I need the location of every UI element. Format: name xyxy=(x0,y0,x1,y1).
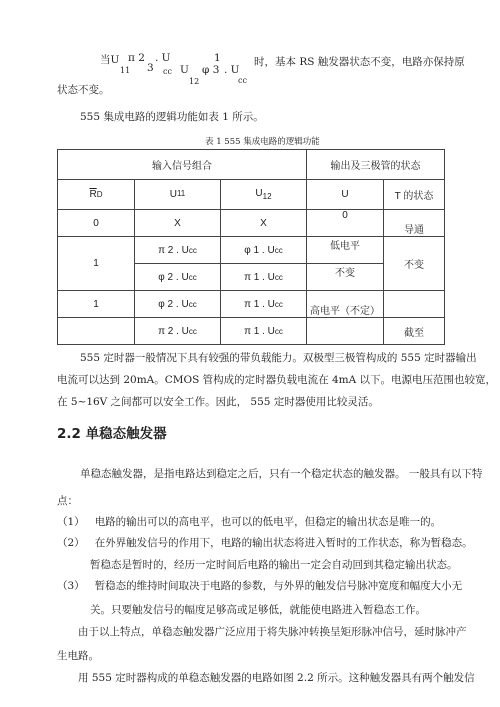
list-text-1: 电路的输出可以的高电平，也可以的低电平，但稳定的输出状态是唯一的。 xyxy=(94,516,442,528)
para4-line1: 由于以上特点，单稳态触发器广泛应用于将失脉冲转换呈矩形脉冲信号，延时脉冲产 xyxy=(78,626,467,638)
r4-u11-text: φ 2 . U xyxy=(158,298,189,310)
r1-u: 0 xyxy=(307,210,384,237)
para1: 555 集成电路的逻辑功能如表 1 所示。 xyxy=(80,111,264,123)
r5-u11-text: π 2 . U xyxy=(158,325,189,337)
formula-ucc: . U xyxy=(155,52,171,64)
r2-t: 不变 xyxy=(384,237,445,291)
r5-rd xyxy=(58,318,135,345)
r4-u11 xyxy=(135,291,221,318)
list-num-2: （2） xyxy=(57,537,85,549)
list-item-3 xyxy=(57,578,462,593)
r4-u: 高电平（不定） xyxy=(307,291,384,318)
col-u11 xyxy=(135,180,221,210)
para0-text: 时，基本 RS 触发器状态不变，电路亦保持原 xyxy=(254,56,465,68)
r3-u11-sub: cc xyxy=(188,272,197,282)
r3-u12-sub: cc xyxy=(274,272,283,282)
logic-table xyxy=(57,149,445,345)
r3-u12-text: π 1 . U xyxy=(244,271,275,283)
r4-u11-sub: cc xyxy=(188,299,197,309)
list-item-3-cont xyxy=(90,602,426,617)
r5-t: 截至 xyxy=(384,318,445,345)
r5-u11 xyxy=(135,318,221,345)
r1-t: 导通 xyxy=(384,210,445,237)
list-item-1 xyxy=(57,514,441,529)
col-rd-sub: D xyxy=(96,190,103,199)
para2-line1: 555 定时器一般情况下具有较强的带负载能力。双极型三极管构成的 555 定时器输出 xyxy=(80,352,477,364)
r2-u11-text: π 2 . U xyxy=(158,244,189,256)
col-rd xyxy=(58,180,135,210)
col-u12-label: U xyxy=(255,188,263,199)
r2-u11 xyxy=(135,237,221,264)
table-caption: 表 1 555 集成电路的逻辑功能 xyxy=(205,137,320,147)
formula-sub-11: 11 xyxy=(120,66,131,75)
col-u12 xyxy=(221,180,307,210)
para4-line3: 用 555 定时器构成的单稳态触发器的电路如图 2.2 所示。这种触发器具有两个触发信 xyxy=(78,672,475,684)
formula-sub-cc2: cc xyxy=(238,76,247,85)
r1-rd: 0 xyxy=(58,210,135,237)
r1-u12: X xyxy=(221,210,307,237)
list-num-3: （3） xyxy=(57,580,85,592)
formula-u11: 当U xyxy=(100,54,120,66)
formula-phi3: φ 3 xyxy=(202,64,220,76)
formula-u12: U xyxy=(180,64,189,76)
formula-sub-12: 12 xyxy=(189,77,200,86)
list-text-2b: 暂稳态是暂时的，经历一定时间后电路的输出一定会自动回到其稳定输出状态。 xyxy=(90,559,458,571)
para2-line3: 在 5~16V 之间都可以安全工作。因此， 555 定时器使用比较灵活。 xyxy=(57,396,379,408)
formula-num1: 1 xyxy=(214,52,221,64)
r3-u12 xyxy=(221,264,307,291)
r2-u12 xyxy=(221,237,307,264)
para0-cont: 状态不变。 xyxy=(57,84,110,96)
col-rd-label: $\overline{R}$ xyxy=(89,189,97,200)
r5-u12-sub: cc xyxy=(274,326,283,336)
r5-u12-text: π 1 . U xyxy=(244,325,275,337)
r1-u11: X xyxy=(135,210,221,237)
formula-den3: 3 xyxy=(147,62,154,74)
formula-ucc2: . U xyxy=(224,64,240,76)
list-item-2 xyxy=(57,535,473,550)
list-text-2: 在外界触发信号的作用下，电路的输出状态将进入暂时的工作状态，称为暂稳态。 xyxy=(94,537,473,549)
r3-u11-text: φ 2 . U xyxy=(158,271,189,283)
r5-u xyxy=(307,318,384,345)
r2-rd: 1 xyxy=(58,237,135,291)
para3-line1: 单稳态触发器，是指电路达到稳定之后，只有一个稳定状态的触发器。 一般具有以下特 xyxy=(80,468,483,480)
para3-line2: 点： xyxy=(57,495,78,507)
section-heading: 2.2 单稳态触发器 xyxy=(57,426,167,442)
formula-pi2: π 2 xyxy=(128,52,145,64)
para2-line2: 电流可以达到 20mA。CMOS 管构成的定时器负载电流在 4mA 以下。电源电压范围也较宽， xyxy=(57,374,497,386)
col-t: T 的状态 xyxy=(384,180,445,210)
r2-u11-sub: cc xyxy=(188,245,197,255)
col-u: U xyxy=(307,180,384,210)
header-input: 输入信号组合 xyxy=(58,150,307,180)
para4-line2: 生电路。 xyxy=(57,650,99,662)
list-num-1: （1） xyxy=(57,516,85,528)
r4-u12 xyxy=(221,291,307,318)
formula-sub-cc: cc xyxy=(163,67,172,76)
r5-u11-sub: cc xyxy=(188,326,197,336)
r4-u12-sub: cc xyxy=(274,299,283,309)
formula-line xyxy=(100,52,119,67)
list-text-3b: 关。只要触发信号的幅度足够高或足够低，就能使电路进入暂稳态工作。 xyxy=(90,604,426,616)
col-u11-label: U xyxy=(169,189,177,200)
r3-u: 不变 xyxy=(307,264,384,291)
r2-u12-text: φ 1 . U xyxy=(244,244,275,256)
col-u12-sub: 12 xyxy=(262,192,272,201)
r4-rd: 1 xyxy=(58,291,135,318)
r4-t xyxy=(384,291,445,318)
r4-u12-text: π 1 . U xyxy=(244,298,275,310)
col-u11-sub: 11 xyxy=(176,189,186,198)
list-text-3: 暂稳态的维持时间取决于电路的参数，与外界的触发信号脉冲宽度和幅度大小无 xyxy=(94,580,463,592)
r2-u12-sub: cc xyxy=(274,245,283,255)
list-item-2-cont xyxy=(90,557,458,572)
header-output: 输出及三极管的状态 xyxy=(307,150,445,180)
r2-u: 低电平 xyxy=(307,237,384,264)
r3-u11 xyxy=(135,264,221,291)
r5-u12 xyxy=(221,318,307,345)
